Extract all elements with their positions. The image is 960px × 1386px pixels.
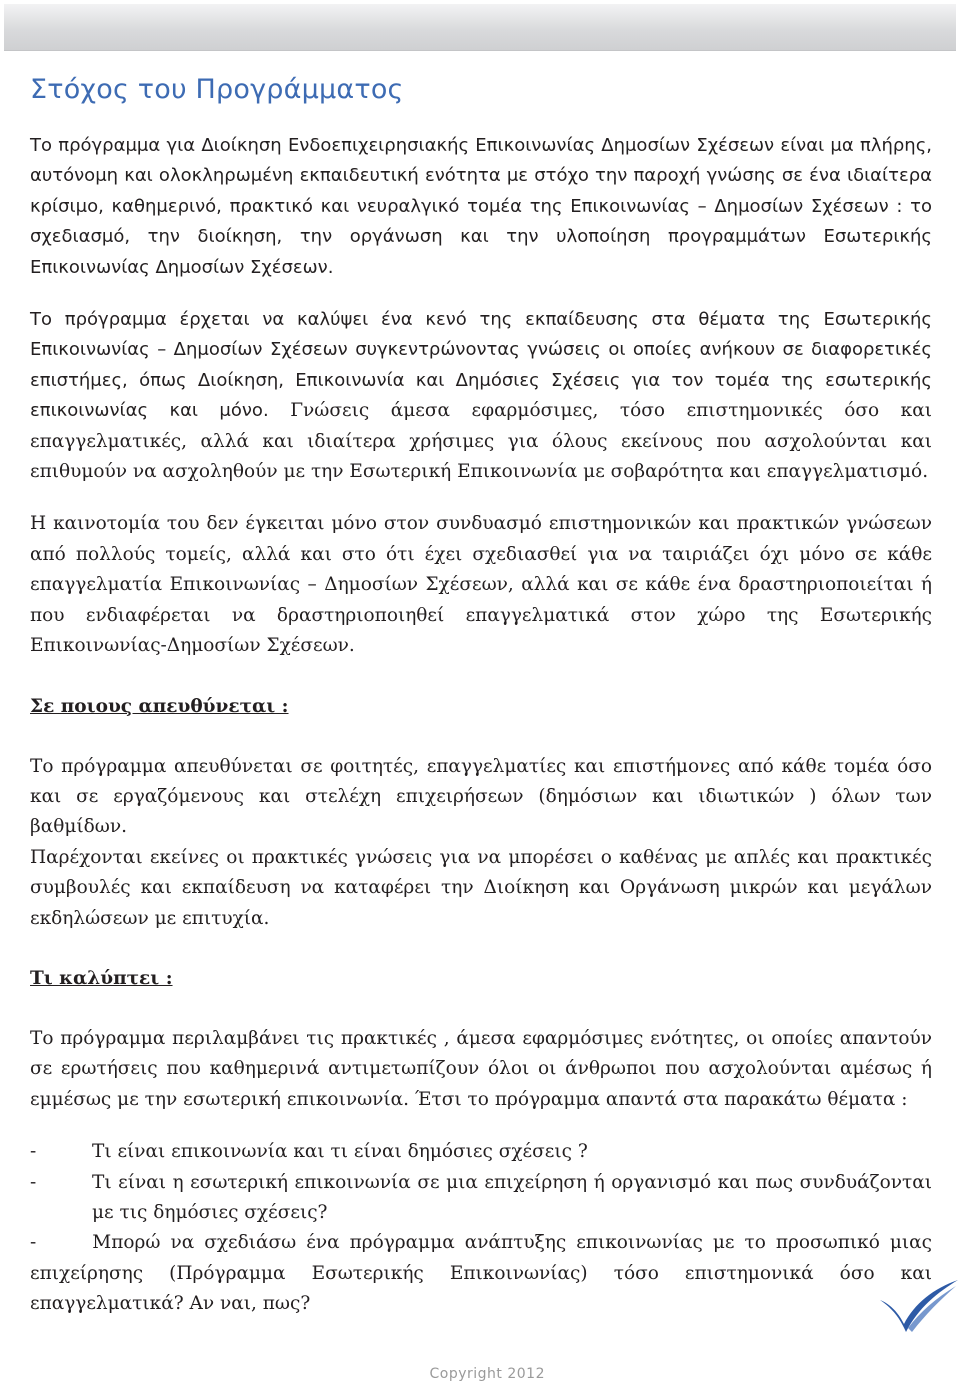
paragraph-gap bbox=[30, 305, 932, 487]
audience-heading: Σε ποιους απευθύνεται : bbox=[30, 695, 289, 717]
page-title: Στόχος του Προγράμματος bbox=[30, 74, 404, 105]
paragraph-gap-part2: Γνώσεις άμεσα εφαρμόσιμες, τόσο επιστημονικές όσο και επαγγελματικές, αλλά και ιδιαίτερα χρήσιμες για όλους εκείνους που ασχολούνται και επιθυμούν να ασχοληθούν με την Εσωτερική Επικοινωνία με σοβαρότητα και επαγγελματισμό. bbox=[30, 400, 932, 483]
copyright-text: Copyright 2012 bbox=[429, 1366, 545, 1382]
audience-text-2: Παρέχονται εκείνες οι πρακτικές γνώσεις για να μπορέσει ο καθένας με απλές και πρακτικές συμβουλές και εκπαίδευση να καταφέρει την Διοίκηση και Οργάνωση μικρών και μεγάλων εκδηλώσεων με επιτυχία. bbox=[30, 846, 932, 929]
document-body bbox=[30, 70, 932, 1320]
covers-text: Το πρόγραμμα περιλαμβάνει τις πρακτικές , άμεσα εφαρμόσιμες ενότητες, οι οποίες απαντούν σε ερωτήσεις που καθημερινά αντιμετωπίζουν όλοι οι άνθρωποι που ασχολούνται αμέσως ή εμμέσως με την εσωτερική επικοινωνία. Έτσι το πρόγραμμα απαντά στα παρακάτω θέματα : bbox=[30, 1027, 932, 1110]
list-dash: - bbox=[30, 1141, 37, 1163]
checkmark-swoosh-logo-icon bbox=[878, 1278, 960, 1336]
covers-heading: Τι καλύπτει : bbox=[30, 967, 173, 989]
list-item bbox=[30, 1137, 932, 1167]
list-item bbox=[30, 1168, 932, 1229]
list-dash: - bbox=[30, 1171, 37, 1193]
topics-list bbox=[30, 1137, 932, 1319]
paragraph-goal: Το πρόγραμμα για Διοίκηση Ενδοεπιχειρησιακής Επικοινωνίας Δημοσίων Σχέσεων είναι μα πλήρης, αυτόνομη και ολοκληρωμένη εκπαιδευτική ενότητα με στόχο την παροχή γνώσης σε ένα ιδιαίτερα κρίσιμο, καθημερινό, πρακτικό και νευραλγικό τομέα της Επικοινωνίας – Δημοσίων Σχέσεων : το σχεδιασμό, την διοίκηση, την οργάνωση και την υλοποίηση προγραμμάτων Εσωτερικής Επικοινωνίας Δημοσίων Σχέσεων. bbox=[30, 135, 932, 278]
paragraph-innovation: Η καινοτομία του δεν έγκειται μόνο στον συνδυασμό επιστημονικών και πρακτικών γνώσεων από πολλούς τομείς, αλλά και στο ότι έχει σχεδιασθεί για να ταιριάζει όχι μόνο σε κάθε επαγγελματία Επικοινωνίας – Δημοσίων Σχέσεων, αλλά και σε κάθε ένα δραστηριοποιείται ή που ενδιαφέρεται να δραστηριοποιηθεί επαγγελματικά στον χώρο της Εσωτερικής Επικοινωνίας-Δημοσίων Σχέσεων. bbox=[30, 513, 932, 657]
header-band bbox=[4, 4, 956, 51]
audience-text: Το πρόγραμμα απευθύνεται σε φοιτητές, επαγγελματίες και επιστήμονες από κάθε τομέα όσο και σε εργαζόμενους και στελέχη επιχειρήσεων (δημόσιων και ιδιωτικών ) όλων των βαθμίδων. bbox=[30, 755, 932, 838]
list-item-text: Τι είναι επικοινωνία και τι είναι δημόσιες σχέσεις ? bbox=[92, 1141, 588, 1163]
paragraph-gap-part1: Το πρόγραμμα έρχεται να καλύψει ένα κενό της εκπαίδευσης στα θέματα της Εσωτερικής Επικοινωνίας – Δημοσίων Σχέσεων συγκεντρώνοντας γνώσεις οι οποίες ανήκουν σε διαφορετικές επιστήμες, όπως Διοίκηση, Επικοινωνία και Δημόσιες Σχέσεις για τον τομέα της εσωτερικής επικοινωνίας και μόνο. bbox=[30, 309, 932, 422]
list-item-text: Τι είναι η εσωτερική επικοινωνία σε μια επιχείρηση ή οργανισμό και πως συνδυάζονται με τις δημόσιες σχέσεις? bbox=[92, 1171, 932, 1223]
list-item bbox=[30, 1228, 932, 1319]
list-item-text: Μπορώ να σχεδιάσω ένα πρόγραμμα ανάπτυξης επικοινωνίας με το προσωπικό μιας επιχείρησης (Πρόγραμμα Εσωτερικής Επικοινωνίας) τόσο επιστημονικά όσο και επαγγελματικά? Αν ναι, πως? bbox=[30, 1232, 932, 1315]
list-dash: - bbox=[30, 1232, 37, 1254]
